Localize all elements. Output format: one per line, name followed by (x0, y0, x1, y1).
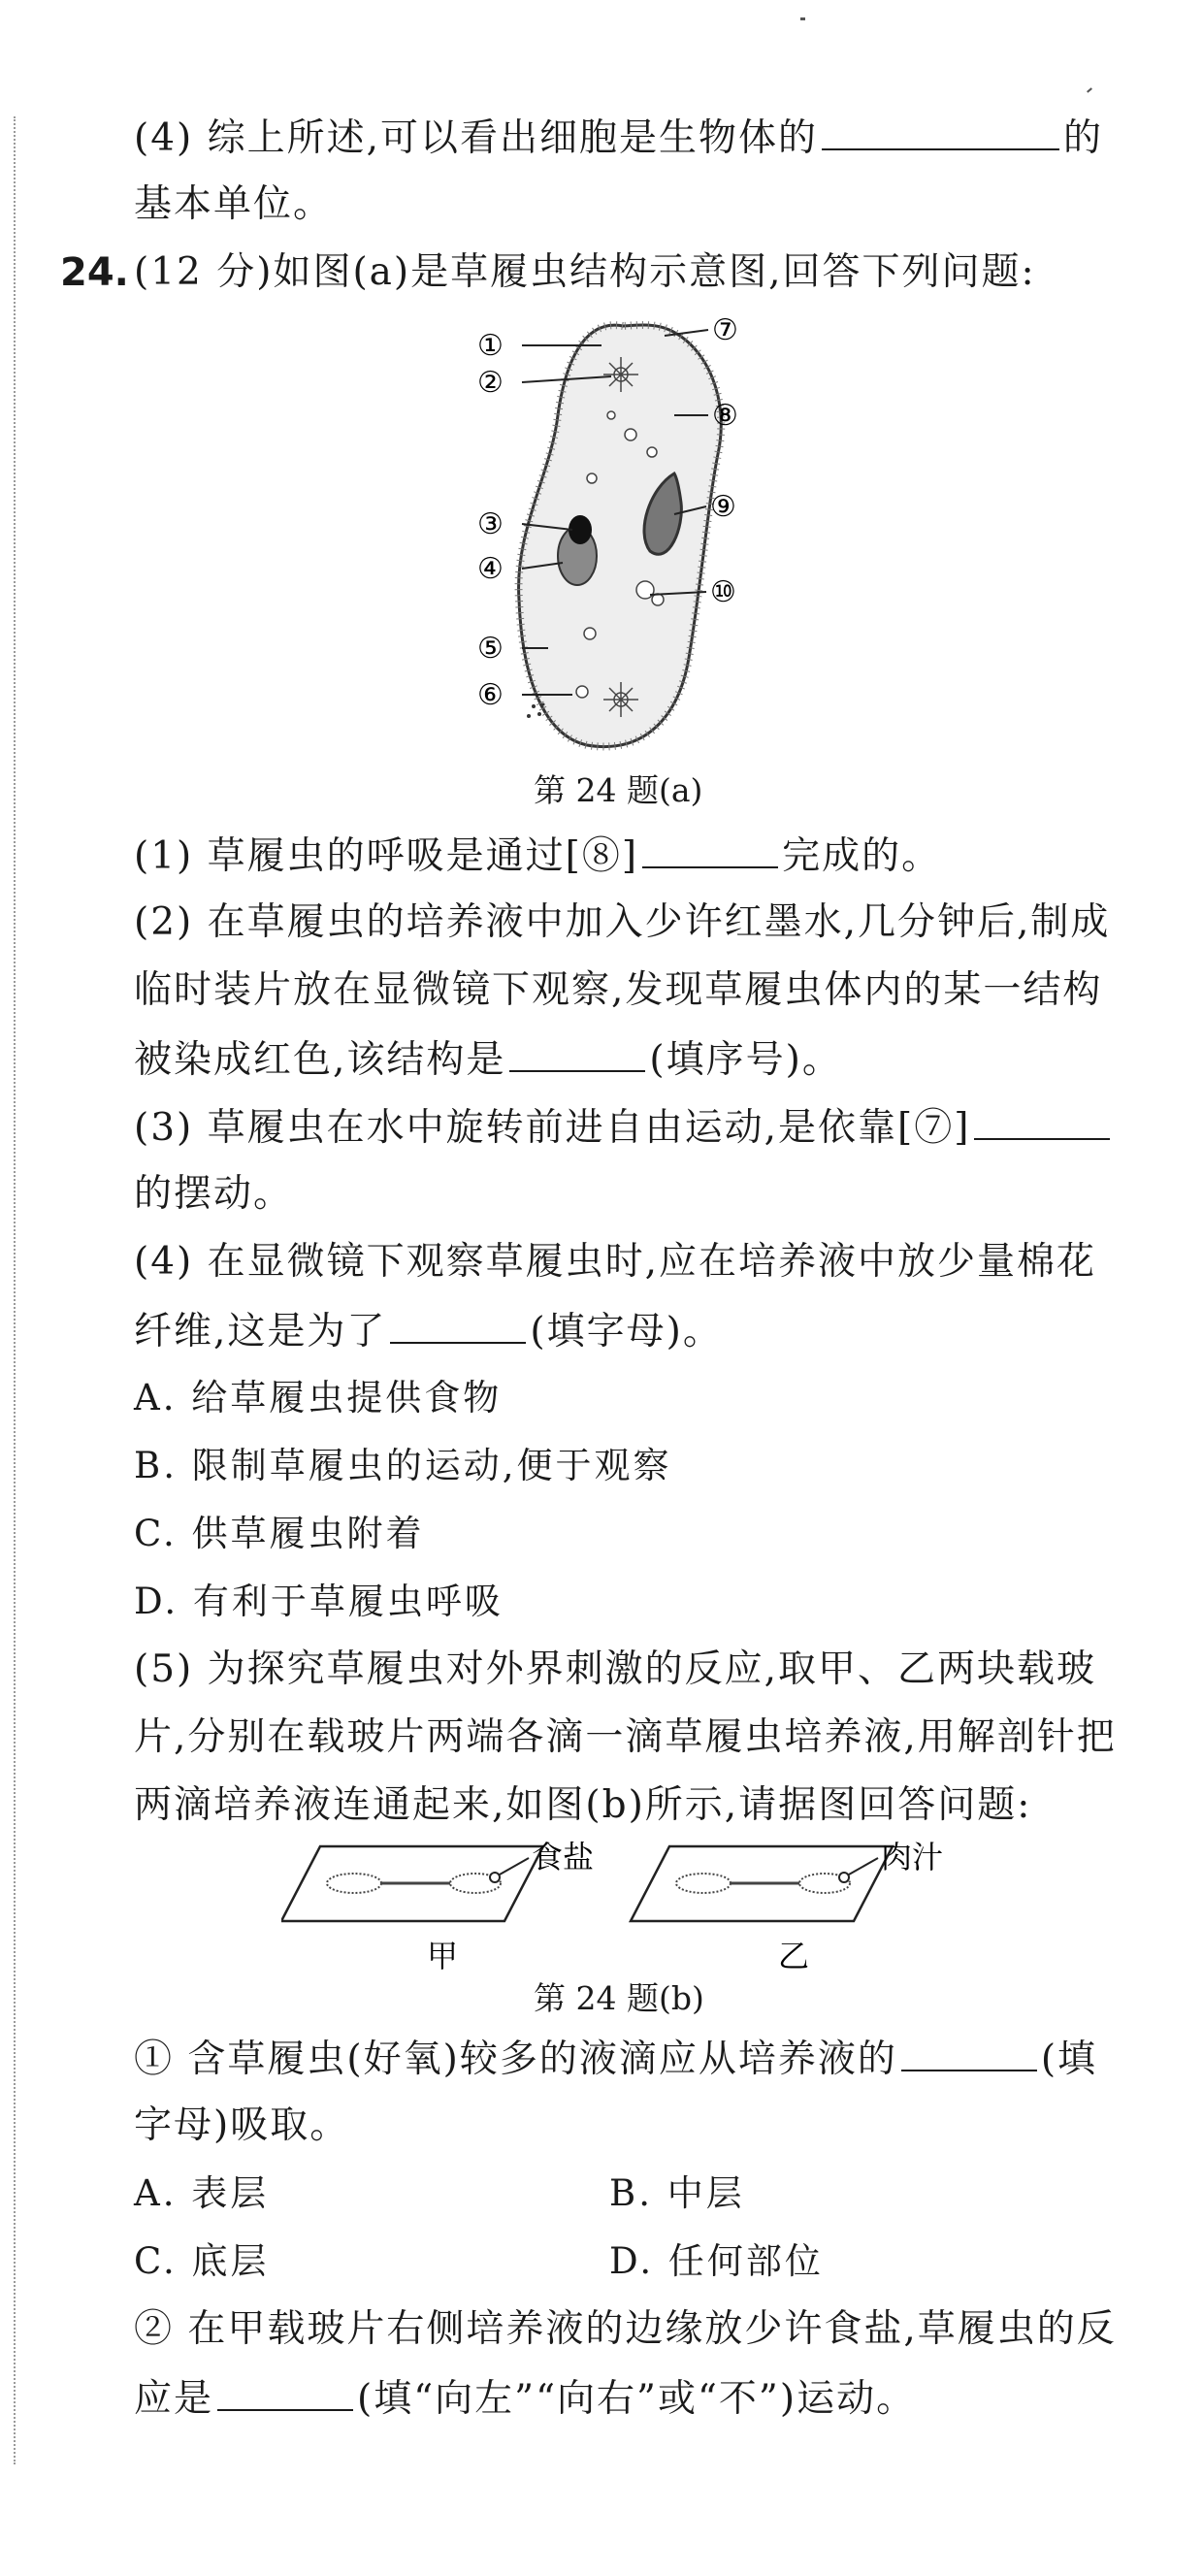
q24-part5-q2-line2 (134, 2370, 916, 2427)
q24-part2-text: 临时装片放在显微镜下观察,发现草履虫体内的某一结构 (134, 968, 1103, 1012)
answer-blank[interactable] (901, 2031, 1037, 2071)
figure-label-5: ⑤ (477, 632, 504, 666)
q24-part5-q2-text: ② 在甲载玻片右侧培养液的边缘放少许食盐,草履虫的反 (134, 2307, 1117, 2351)
q24-part2-text: 被染成红色,该结构是 (134, 1038, 506, 1082)
q24-part2-text-end: (填序号)。 (649, 1038, 842, 1082)
q24-part4-text-end: (填字母)。 (530, 1310, 723, 1353)
scan-mark (1087, 87, 1092, 92)
broth-label: 肉汁 (881, 1839, 944, 1875)
q24-part5-q2-line1 (134, 2302, 1117, 2357)
q24-part3-text: (3) 草履虫在水中旋转前进自由运动,是依靠[⑦] (134, 1106, 971, 1150)
q24-part1 (134, 828, 941, 884)
q24-intro (134, 245, 1036, 300)
q24-part4-line2 (134, 1303, 723, 1359)
figure-b-caption: 第 24 题(b) (534, 1979, 704, 2017)
answer-blank[interactable] (974, 1099, 1110, 1140)
q24-part3-text-end: 的摆动。 (134, 1172, 294, 1216)
slide-yi-label: 乙 (778, 1938, 810, 1974)
figure-label-6: ⑥ (477, 678, 504, 712)
figure-label-2: ② (477, 366, 504, 400)
q24-part5-text: (5) 为探究草履虫对外界刺激的反应,取甲、乙两块载玻 (134, 1647, 1097, 1691)
figure-label-10: ⑩ (710, 575, 736, 609)
q24-part3-line1 (134, 1099, 1114, 1156)
q24-part2-text: (2) 在草履虫的培养液中加入少许红墨水,几分钟后,制成 (134, 900, 1111, 944)
q24-part4-line1 (134, 1235, 1096, 1289)
q24-part1-text-end: 完成的。 (782, 834, 942, 878)
option-a[interactable]: A. 表层 (134, 2172, 270, 2214)
option-d[interactable]: D. 有利于草履虫呼吸 (134, 1581, 504, 1622)
q24-part5-q1-line2 (134, 2099, 349, 2153)
droplet-left (676, 1874, 731, 1893)
q24-part2-line3 (134, 1031, 842, 1088)
answer-blank[interactable] (822, 110, 1059, 150)
figure-label-4: ④ (477, 552, 504, 586)
paramecium-figure (475, 309, 766, 765)
option-c[interactable]: C. 底层 (134, 2240, 270, 2282)
q24-part4-text: 纤维,这是为了 (134, 1310, 387, 1353)
figure-label-1: ① (477, 329, 504, 363)
q24-part5-text: 两滴培养液连通起来,如图(b)所示,请据图回答问题: (134, 1783, 1032, 1827)
figure-a-caption: 第 24 题(a) (534, 771, 703, 809)
option-b[interactable]: B. 限制草履虫的运动,便于观察 (134, 1445, 672, 1486)
option-b[interactable]: B. 中层 (609, 2172, 745, 2214)
q24-part5-q1-line1 (134, 2031, 1097, 2087)
paramecium-outline (519, 325, 722, 747)
q24-part2-line2 (134, 963, 1102, 1018)
droplet-left (327, 1874, 381, 1893)
q23-part4-text: (4) 综上所述,可以看出细胞是生物体的 (134, 116, 819, 160)
q24-part2-line1 (134, 896, 1110, 950)
slides-figure (281, 1839, 1019, 1979)
q24-part5-line1 (134, 1643, 1096, 1697)
q24-part1-text: (1) 草履虫的呼吸是通过[⑧] (134, 834, 639, 878)
q24-part5-line3 (134, 1778, 1031, 1833)
q24-part5-line2 (134, 1711, 1117, 1765)
q24-part5-q2-text-end: (填“向左”“向右”或“不”)运动。 (357, 2377, 917, 2421)
q24-intro-text: (12 分)如图(a)是草履虫结构示意图,回答下列问题: (134, 250, 1036, 294)
figure-label-7: ⑦ (712, 313, 738, 347)
q23-part4-text-end: 的 (1063, 116, 1104, 160)
broth-dot (839, 1873, 849, 1882)
answer-blank[interactable] (217, 2370, 353, 2411)
q23-part4-line1 (134, 110, 1103, 166)
salt-label: 食盐 (532, 1839, 595, 1875)
q23-part4-line2 (134, 178, 333, 232)
option-d[interactable]: D. 任何部位 (609, 2240, 824, 2282)
q24-part5-q1-text: 字母)吸取。 (134, 2103, 350, 2147)
answer-blank[interactable] (642, 828, 778, 868)
figure-label-3: ③ (477, 507, 504, 541)
option-c[interactable]: C. 供草履虫附着 (134, 1513, 425, 1554)
q24-part3-line2 (134, 1167, 293, 1222)
q23-part4-text-cont: 基本单位。 (134, 182, 334, 226)
q24-part5-text: 片,分别在载玻片两端各滴一滴草履虫培养液,用解剖针把 (134, 1715, 1117, 1759)
q24-part5-q1-text-end: (填 (1040, 2038, 1098, 2081)
answer-blank[interactable] (509, 1031, 645, 1072)
q24-part5-q2-text: 应是 (134, 2377, 214, 2421)
figure-label-9: ⑨ (710, 490, 736, 524)
q24-part4-text: (4) 在显微镜下观察草履虫时,应在培养液中放少量棉花 (134, 1240, 1097, 1284)
salt-dot (490, 1873, 500, 1882)
slide-jia-label: 甲 (427, 1938, 459, 1974)
q24-part5-q1-text: ① 含草履虫(好氧)较多的液滴应从培养液的 (134, 2038, 897, 2081)
option-a[interactable]: A. 给草履虫提供食物 (134, 1377, 503, 1418)
left-margin-dotted-rule (14, 116, 16, 2464)
answer-blank[interactable] (390, 1303, 526, 1344)
scan-mark (800, 17, 805, 20)
question-number: 24. (60, 250, 129, 295)
figure-label-8: ⑧ (712, 399, 738, 433)
